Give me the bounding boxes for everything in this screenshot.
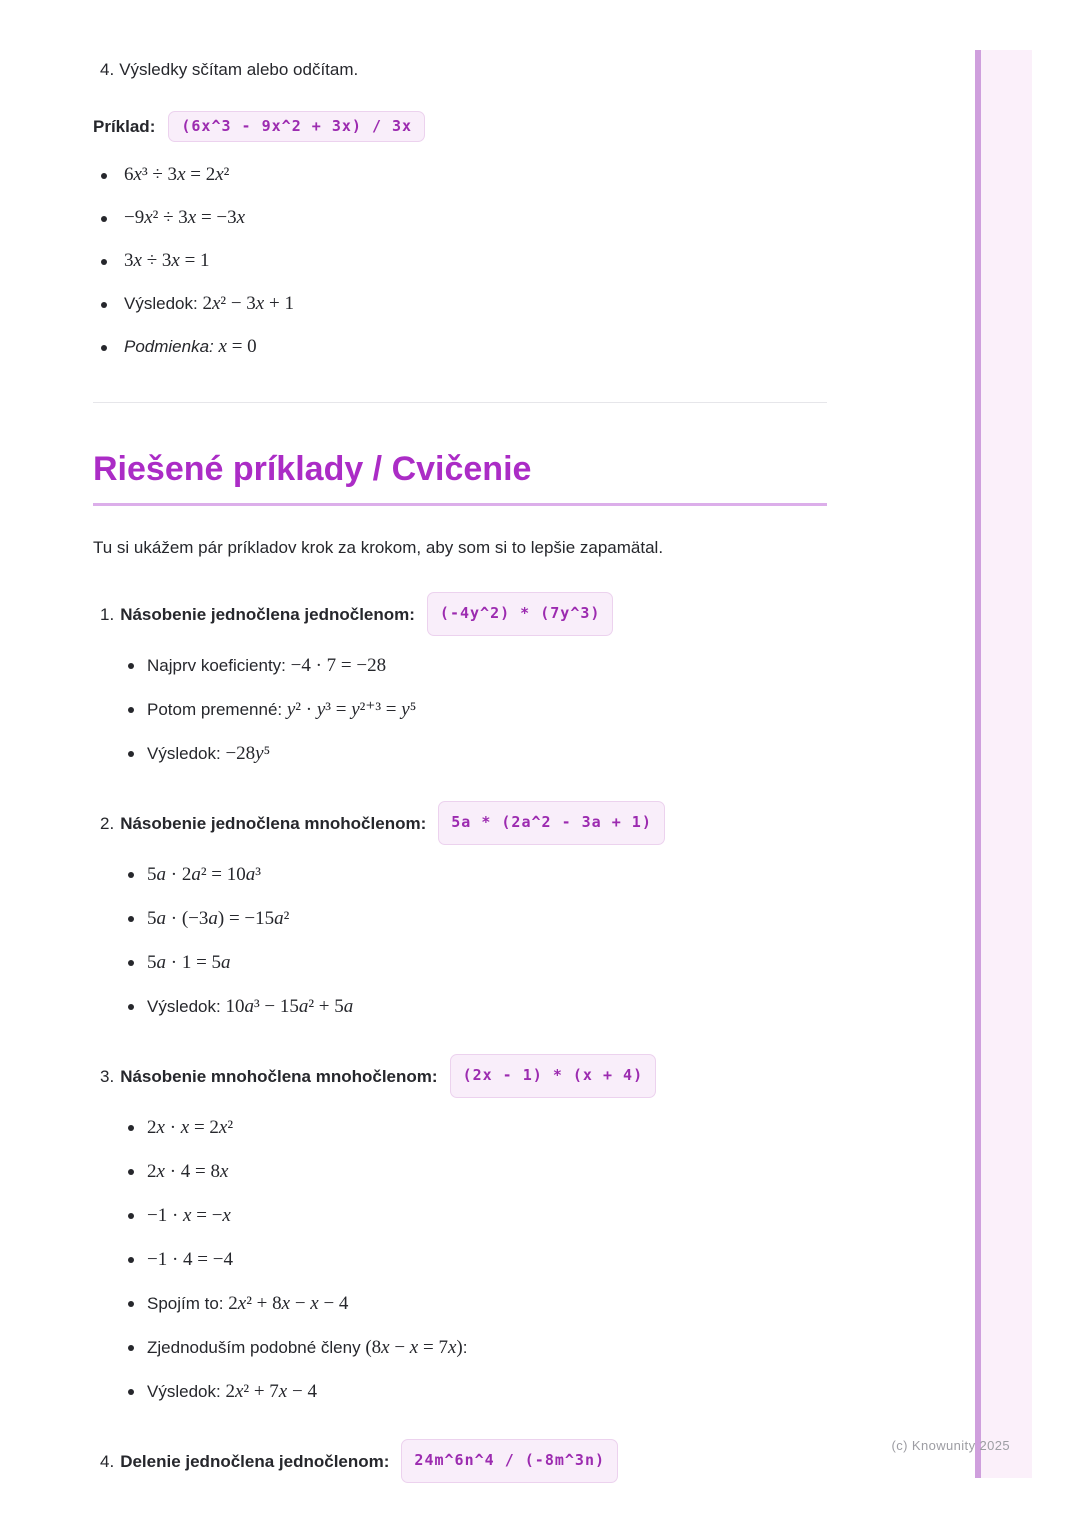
exercise-header bbox=[100, 592, 827, 636]
text: Najprv koeficienty: bbox=[147, 656, 291, 675]
exercise-steps-list bbox=[128, 652, 827, 767]
example-row bbox=[93, 111, 827, 142]
code-chip: (2x - 1) * (x + 4) bbox=[450, 1054, 657, 1098]
math-expression: −1 · x = −x bbox=[147, 1205, 231, 1226]
text: Potom premenné: bbox=[147, 700, 287, 719]
math-expression: −4 · 7 = −28 bbox=[290, 655, 387, 676]
code-chip: 5a * (2a^2 - 3a + 1) bbox=[438, 801, 665, 845]
exercise-title: Násobenie jednočlena jednočlenom: bbox=[120, 604, 415, 624]
exercise-number: 1. bbox=[100, 604, 115, 624]
text: Výsledok: bbox=[147, 744, 226, 763]
exercise-header bbox=[100, 801, 827, 845]
list-item bbox=[128, 1158, 827, 1185]
code-chip: (-4y^2) * (7y^3) bbox=[427, 592, 614, 636]
list-item bbox=[128, 1334, 827, 1361]
list-item bbox=[128, 1246, 827, 1273]
exercise-item bbox=[100, 592, 827, 767]
exercise-header bbox=[100, 1054, 827, 1098]
math-expression: 2x · 4 = 8x bbox=[147, 1161, 229, 1182]
math-expression: −9x² ÷ 3x = −3x bbox=[124, 207, 246, 228]
text: Výsledok: bbox=[147, 997, 226, 1016]
step-text: Výsledky sčítam alebo odčítam. bbox=[119, 60, 359, 79]
page-content bbox=[93, 0, 827, 1517]
math-expression: 2x² + 8x − x − 4 bbox=[228, 1293, 349, 1314]
list-item bbox=[93, 205, 827, 231]
page-edge-band bbox=[975, 50, 1032, 1478]
math-expression: 5a · 1 = 5a bbox=[147, 952, 231, 973]
list-item bbox=[128, 1378, 827, 1405]
section-title: Riešené príklady / Cvičenie bbox=[93, 447, 827, 506]
list-item bbox=[128, 993, 827, 1020]
example-code-chip: (6x^3 - 9x^2 + 3x) / 3x bbox=[168, 111, 425, 142]
text: Výsledok: bbox=[147, 1382, 226, 1401]
text: : bbox=[462, 1338, 468, 1357]
exercise-steps-list bbox=[128, 1114, 827, 1405]
code-chip: 24m^6n^4 / (-8m^3n) bbox=[401, 1439, 618, 1483]
list-item bbox=[128, 905, 827, 932]
example-label: Príklad: bbox=[93, 116, 156, 136]
math-expression: (8x − x = 7x) bbox=[365, 1337, 463, 1358]
math-expression: 2x · x = 2x² bbox=[147, 1117, 234, 1138]
copyright: (c) Knowunity 2025 bbox=[891, 1438, 1010, 1453]
list-item bbox=[128, 652, 827, 679]
exercise-number: 3. bbox=[100, 1066, 115, 1086]
list-item bbox=[93, 291, 827, 317]
exercise-title: Násobenie mnohočlena mnohočlenom: bbox=[120, 1066, 438, 1086]
list-item bbox=[128, 949, 827, 976]
math-expression: 3x ÷ 3x = 1 bbox=[124, 250, 210, 271]
exercise-item bbox=[100, 1439, 827, 1483]
math-expression: 2x² − 3x + 1 bbox=[202, 293, 294, 314]
math-expression: −1 · 4 = −4 bbox=[147, 1249, 233, 1270]
step-number: 4. bbox=[100, 60, 115, 79]
page-edge-stripe bbox=[975, 50, 981, 1478]
divider bbox=[93, 402, 827, 403]
exercise-header bbox=[100, 1439, 827, 1483]
exercise-item bbox=[100, 801, 827, 1020]
section-intro: Tu si ukážem pár príkladov krok za krokom, aby som si to lepšie zapamätal. bbox=[93, 538, 664, 557]
math-expression: 6x³ ÷ 3x = 2x² bbox=[124, 164, 230, 185]
exercise-steps-list bbox=[128, 861, 827, 1020]
exercise-list bbox=[93, 592, 827, 1483]
math-expression: −28y⁵ bbox=[225, 743, 271, 764]
list-item bbox=[128, 1114, 827, 1141]
text: Spojím to: bbox=[147, 1294, 229, 1313]
list-item bbox=[93, 334, 827, 360]
math-expression: x = 0 bbox=[218, 336, 257, 357]
list-item bbox=[128, 1290, 827, 1317]
text: Zjednoduším podobné členy bbox=[147, 1338, 366, 1357]
exercise-item bbox=[100, 1054, 827, 1405]
math-expression: 5a · (−3a) = −15a² bbox=[147, 908, 290, 929]
exercise-title: Násobenie jednočlena mnohočlenom: bbox=[120, 813, 427, 833]
numbered-step bbox=[93, 0, 827, 82]
text-italic: Podmienka: bbox=[124, 337, 219, 356]
example-steps-list bbox=[93, 162, 827, 360]
math-expression: 5a · 2a² = 10a³ bbox=[147, 864, 261, 885]
math-expression: 2x² + 7x − 4 bbox=[225, 1381, 317, 1402]
math-expression: 10a³ − 15a² + 5a bbox=[225, 996, 354, 1017]
list-item bbox=[128, 861, 827, 888]
list-item bbox=[93, 162, 827, 188]
list-item bbox=[128, 696, 827, 723]
exercise-title: Delenie jednočlena jednočlenom: bbox=[120, 1451, 390, 1471]
exercise-number: 2. bbox=[100, 813, 115, 833]
list-item bbox=[128, 740, 827, 767]
list-item bbox=[93, 248, 827, 274]
math-expression: y² · y³ = y²⁺³ = y⁵ bbox=[286, 699, 417, 720]
list-item bbox=[128, 1202, 827, 1229]
text: Výsledok: bbox=[124, 294, 203, 313]
exercise-number: 4. bbox=[100, 1451, 115, 1471]
